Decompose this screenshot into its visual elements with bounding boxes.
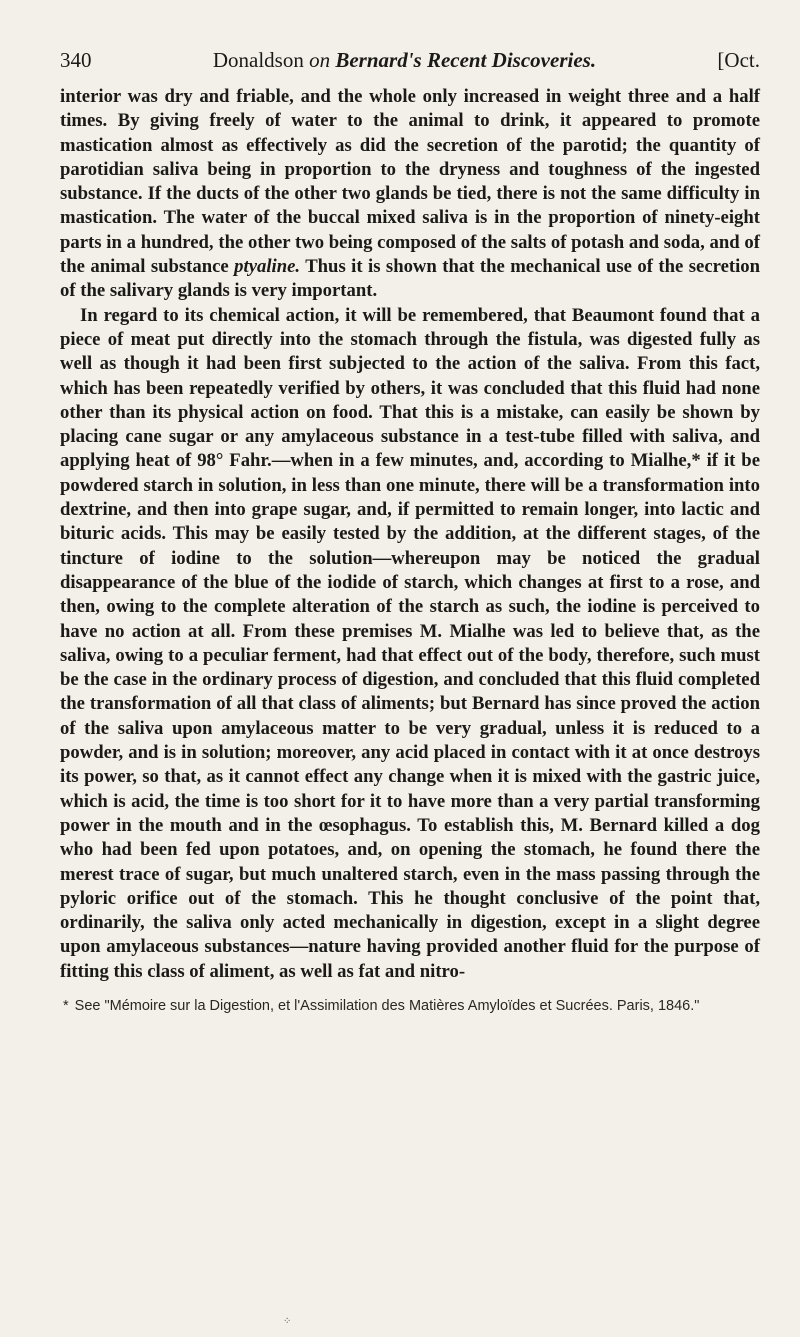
paragraph-1	[60, 85, 760, 304]
running-title	[213, 48, 596, 73]
paragraph-1-text-a: interior was dry and friable, and the whole only increased in weight three and a half times. By giving freely of water to the animal to drink, it appeared to promote mastication almost as effectively as did the secretion of the parotid; the quantity of parotidian saliva being in proportion to the dryness and toughness of the ingested substance. If the ducts of the other two glands be tied, there is not the same difficulty in mastication. The water of the buccal mixed saliva is in the proportion of ninety-eight parts in a hundred, the other two being composed of the salts of potash and soda, and of the animal substance	[60, 86, 760, 278]
running-title-on: on	[309, 48, 331, 72]
page-number: 340	[60, 48, 92, 72]
running-date: [Oct.	[717, 48, 760, 72]
printer-mark: ⁘	[283, 1316, 292, 1327]
running-header	[60, 48, 760, 73]
running-title-author: Donaldson	[212, 48, 304, 72]
body-text	[60, 85, 760, 984]
page	[60, 48, 760, 1016]
footnote-text: See "Mémoire sur la Digestion, et l'Assimilation des Matières Amyloïdes et Sucrées. Paris, 1846."	[74, 997, 700, 1014]
running-title-italic: Bernard's Recent Discoveries.	[335, 48, 597, 72]
footnote	[63, 996, 760, 1016]
paragraph-2: In regard to its chemical action, it will be remembered, that Beaumont found that a piece of meat put directly into the stomach through the fistula, was digested fully as well as though it had been first subjected to the action of the saliva. From this fact, which has been repeatedly verified by others, it was concluded that this fluid had none other than its physical action on food. That this is a mistake, can easily be shown by placing cane sugar or any amylaceous substance in a test-tube filled with saliva, and applying heat of 98° Fahr.—when in a few minutes, and, according to Mialhe,* if it be powdered starch in solution, in less than one minute, there will be a transformation into dextrine, and then into grape sugar, and, if permitted to remain longer, into lactic and bituric acids. This may be easily tested by the addition, at the different stages, of the tincture of iodine to the solution—whereupon may be noticed the gradual disappearance of the blue of the iodide of starch, which changes at first to a rose, and then, owing to the complete alteration of the starch as such, the iodine is perceived to have no action at all. From these premises M. Mialhe was led to believe that, as the saliva, owing to a peculiar ferment, had that effect out of the body, therefore, such must be the case in the ordinary process of digestion, and concluded that this fluid completed the transformation of all that class of aliments; but Bernard has since proved the action of the saliva upon amylaceous matter to be very gradual, unless it is reduced to a powder, and is in solution; moreover, any acid placed in contact with it at once destroys its power, so that, as it cannot effect any change when it is mixed with the gastric juice, which is acid, the time is too short for it to have more than a very partial transforming power in the mouth and in the œsophagus. To establish this, M. Bernard killed a dog who had been fed upon potatoes, and, on opening the stomach, he found there the merest trace of sugar, but much unaltered starch, even in the mass passing through the pyloric orifice out of the stomach. This he thought conclusive of the point that, ordinarily, the saliva only acted mechanically in digestion, except in a slight degree upon amylaceous substances—nature having provided another fluid for the purpose of fitting this class of aliment, as well as fat and nitro-	[60, 304, 760, 982]
paragraph-1-emphasis: ptyaline.	[234, 256, 301, 278]
footnote-mark: *	[63, 997, 69, 1014]
paragraph-1-text-b: Thus it is shown that the mechanical use of the secretion of the salivary glands is very important.	[60, 256, 761, 302]
